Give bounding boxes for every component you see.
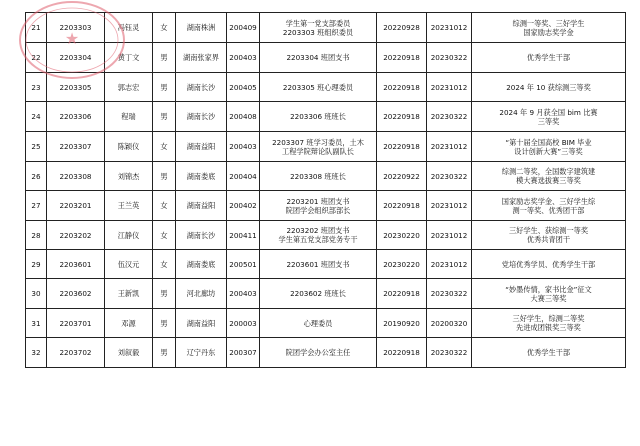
- hometown-cell: 湖南株洲: [176, 13, 227, 43]
- gender-cell: 男: [153, 73, 176, 102]
- student-name-cell: 刘锦杰: [105, 162, 153, 191]
- student-name-cell: 郭志宏: [105, 73, 153, 102]
- end-date-cell: 20231012: [427, 13, 472, 43]
- honors-cell: 三好学生，综测二等奖 先进成团银奖三等奖: [472, 309, 626, 338]
- student-name-cell: 伍汉元: [105, 250, 153, 279]
- birth-date-cell: 200003: [227, 309, 260, 338]
- row-number-cell: 29: [26, 250, 47, 279]
- gender-cell: 男: [153, 102, 176, 132]
- table-row: [26, 162, 626, 191]
- student-id-cell: 2203602: [47, 279, 105, 309]
- hometown-cell: 湖南张家界: [176, 43, 227, 73]
- row-number-cell: 31: [26, 309, 47, 338]
- start-date-cell: 20220918: [377, 132, 427, 162]
- gender-cell: 男: [153, 279, 176, 309]
- start-date-cell: 20230220: [377, 250, 427, 279]
- honors-cell: 优秀学生干部: [472, 43, 626, 73]
- row-number-cell: 32: [26, 338, 47, 368]
- birth-date-cell: 200409: [227, 13, 260, 43]
- honors-cell: 党培优秀学员、优秀学生干部: [472, 250, 626, 279]
- start-date-cell: 20230220: [377, 221, 427, 250]
- student-id-cell: 2203306: [47, 102, 105, 132]
- gender-cell: 女: [153, 250, 176, 279]
- start-date-cell: 20190920: [377, 309, 427, 338]
- table-row: [26, 73, 626, 102]
- hometown-cell: 湖南长沙: [176, 221, 227, 250]
- position-cell: 2203201 班团支书 院团学会组织部部长: [260, 191, 377, 221]
- position-cell: 心理委员: [260, 309, 377, 338]
- student-id-cell: 2203601: [47, 250, 105, 279]
- honors-cell: 国家励志奖学金、三好学生综 测一等奖、优秀团干部: [472, 191, 626, 221]
- start-date-cell: 20220918: [377, 102, 427, 132]
- gender-cell: 女: [153, 132, 176, 162]
- birth-date-cell: 200405: [227, 73, 260, 102]
- position-cell: 2203305 班心理委员: [260, 73, 377, 102]
- hometown-cell: 湖南益阳: [176, 191, 227, 221]
- student-name-cell: 陈颖仪: [105, 132, 153, 162]
- honors-cell: 2024 年 9 月获全国 bim 比赛 三等奖: [472, 102, 626, 132]
- row-number-cell: 25: [26, 132, 47, 162]
- birth-date-cell: 200403: [227, 132, 260, 162]
- student-id-cell: 2203303: [47, 13, 105, 43]
- student-name-cell: 江静仪: [105, 221, 153, 250]
- gender-cell: 女: [153, 13, 176, 43]
- student-id-cell: 2203202: [47, 221, 105, 250]
- birth-date-cell: 200403: [227, 279, 260, 309]
- end-date-cell: 20230322: [427, 102, 472, 132]
- end-date-cell: 20200320: [427, 309, 472, 338]
- gender-cell: 女: [153, 191, 176, 221]
- start-date-cell: 20220918: [377, 191, 427, 221]
- row-number-cell: 26: [26, 162, 47, 191]
- end-date-cell: 20230322: [427, 279, 472, 309]
- start-date-cell: 20220918: [377, 279, 427, 309]
- start-date-cell: 20220922: [377, 162, 427, 191]
- row-number-cell: 21: [26, 13, 47, 43]
- birth-date-cell: 200402: [227, 191, 260, 221]
- honors-cell: 2024 年 10 获综测三等奖: [472, 73, 626, 102]
- student-name-cell: 程瑞: [105, 102, 153, 132]
- hometown-cell: 湖南益阳: [176, 132, 227, 162]
- student-id-cell: 2203201: [47, 191, 105, 221]
- student-id-cell: 2203308: [47, 162, 105, 191]
- position-cell: 2203306 班班长: [260, 102, 377, 132]
- hometown-cell: 辽宁丹东: [176, 338, 227, 368]
- position-cell: 2203304 班团支书: [260, 43, 377, 73]
- hometown-cell: 湖南娄底: [176, 162, 227, 191]
- row-number-cell: 30: [26, 279, 47, 309]
- student-id-cell: 2203701: [47, 309, 105, 338]
- student-name-cell: 邓源: [105, 309, 153, 338]
- hometown-cell: 湖南长沙: [176, 102, 227, 132]
- row-number-cell: 23: [26, 73, 47, 102]
- student-name-cell: 黄丁文: [105, 43, 153, 73]
- table-row: [26, 221, 626, 250]
- position-cell: 2203602 班班长: [260, 279, 377, 309]
- hometown-cell: 湖南益阳: [176, 309, 227, 338]
- student-id-cell: 2203702: [47, 338, 105, 368]
- honors-cell: 综测二等奖，全国数字建筑建 模大赛选拔赛三等奖: [472, 162, 626, 191]
- student-name-cell: 刘叙毅: [105, 338, 153, 368]
- student-id-cell: 2203305: [47, 73, 105, 102]
- birth-date-cell: 200403: [227, 43, 260, 73]
- student-name-cell: 王兰英: [105, 191, 153, 221]
- table-row: [26, 132, 626, 162]
- table-body: [26, 13, 626, 368]
- student-name-cell: 王新凯: [105, 279, 153, 309]
- start-date-cell: 20220918: [377, 73, 427, 102]
- position-cell: 2203308 班班长: [260, 162, 377, 191]
- gender-cell: 女: [153, 221, 176, 250]
- student-cadre-table: [25, 12, 626, 368]
- table-row: [26, 13, 626, 43]
- table-row: [26, 338, 626, 368]
- row-number-cell: 24: [26, 102, 47, 132]
- table-row: [26, 309, 626, 338]
- honors-cell: 综测一等奖、三好学生 国家励志奖学金: [472, 13, 626, 43]
- position-cell: 学生第一党支部委员 2203303 班组织委员: [260, 13, 377, 43]
- gender-cell: 男: [153, 338, 176, 368]
- hometown-cell: 湖南娄底: [176, 250, 227, 279]
- birth-date-cell: 200307: [227, 338, 260, 368]
- table-row: [26, 191, 626, 221]
- table-row: [26, 250, 626, 279]
- position-cell: 2203601 班团支书: [260, 250, 377, 279]
- gender-cell: 男: [153, 309, 176, 338]
- position-cell: 院团学会办公室主任: [260, 338, 377, 368]
- end-date-cell: 20231012: [427, 191, 472, 221]
- end-date-cell: 20231012: [427, 250, 472, 279]
- student-id-cell: 2203307: [47, 132, 105, 162]
- end-date-cell: 20230322: [427, 338, 472, 368]
- table-row: [26, 102, 626, 132]
- start-date-cell: 20220928: [377, 13, 427, 43]
- start-date-cell: 20220918: [377, 43, 427, 73]
- birth-date-cell: 200501: [227, 250, 260, 279]
- end-date-cell: 20230322: [427, 162, 472, 191]
- honors-cell: “第十届全国高校 BIM 毕业 设计创新大赛”三等奖: [472, 132, 626, 162]
- gender-cell: 男: [153, 162, 176, 191]
- honors-cell: 优秀学生干部: [472, 338, 626, 368]
- birth-date-cell: 200404: [227, 162, 260, 191]
- table-row: [26, 279, 626, 309]
- honors-cell: 三好学生、获综测一等奖 优秀共青团干: [472, 221, 626, 250]
- end-date-cell: 20231012: [427, 132, 472, 162]
- position-cell: 2203307 班学习委员，土木 工程学院辩论队副队长: [260, 132, 377, 162]
- position-cell: 2203202 班团支书 学生第五党支部党务专干: [260, 221, 377, 250]
- end-date-cell: 20231012: [427, 73, 472, 102]
- svg-text:★: ★: [64, 29, 80, 48]
- honors-cell: “妙墨传情，家书比金”征文 大赛三等奖: [472, 279, 626, 309]
- student-name-cell: 冯钰灵: [105, 13, 153, 43]
- student-id-cell: 2203304: [47, 43, 105, 73]
- gender-cell: 男: [153, 43, 176, 73]
- row-number-cell: 28: [26, 221, 47, 250]
- row-number-cell: 22: [26, 43, 47, 73]
- start-date-cell: 20220918: [377, 338, 427, 368]
- birth-date-cell: 200411: [227, 221, 260, 250]
- birth-date-cell: 200408: [227, 102, 260, 132]
- end-date-cell: 20230322: [427, 43, 472, 73]
- table-row: [26, 43, 626, 73]
- end-date-cell: 20231012: [427, 221, 472, 250]
- hometown-cell: 河北廊坊: [176, 279, 227, 309]
- hometown-cell: 湖南长沙: [176, 73, 227, 102]
- row-number-cell: 27: [26, 191, 47, 221]
